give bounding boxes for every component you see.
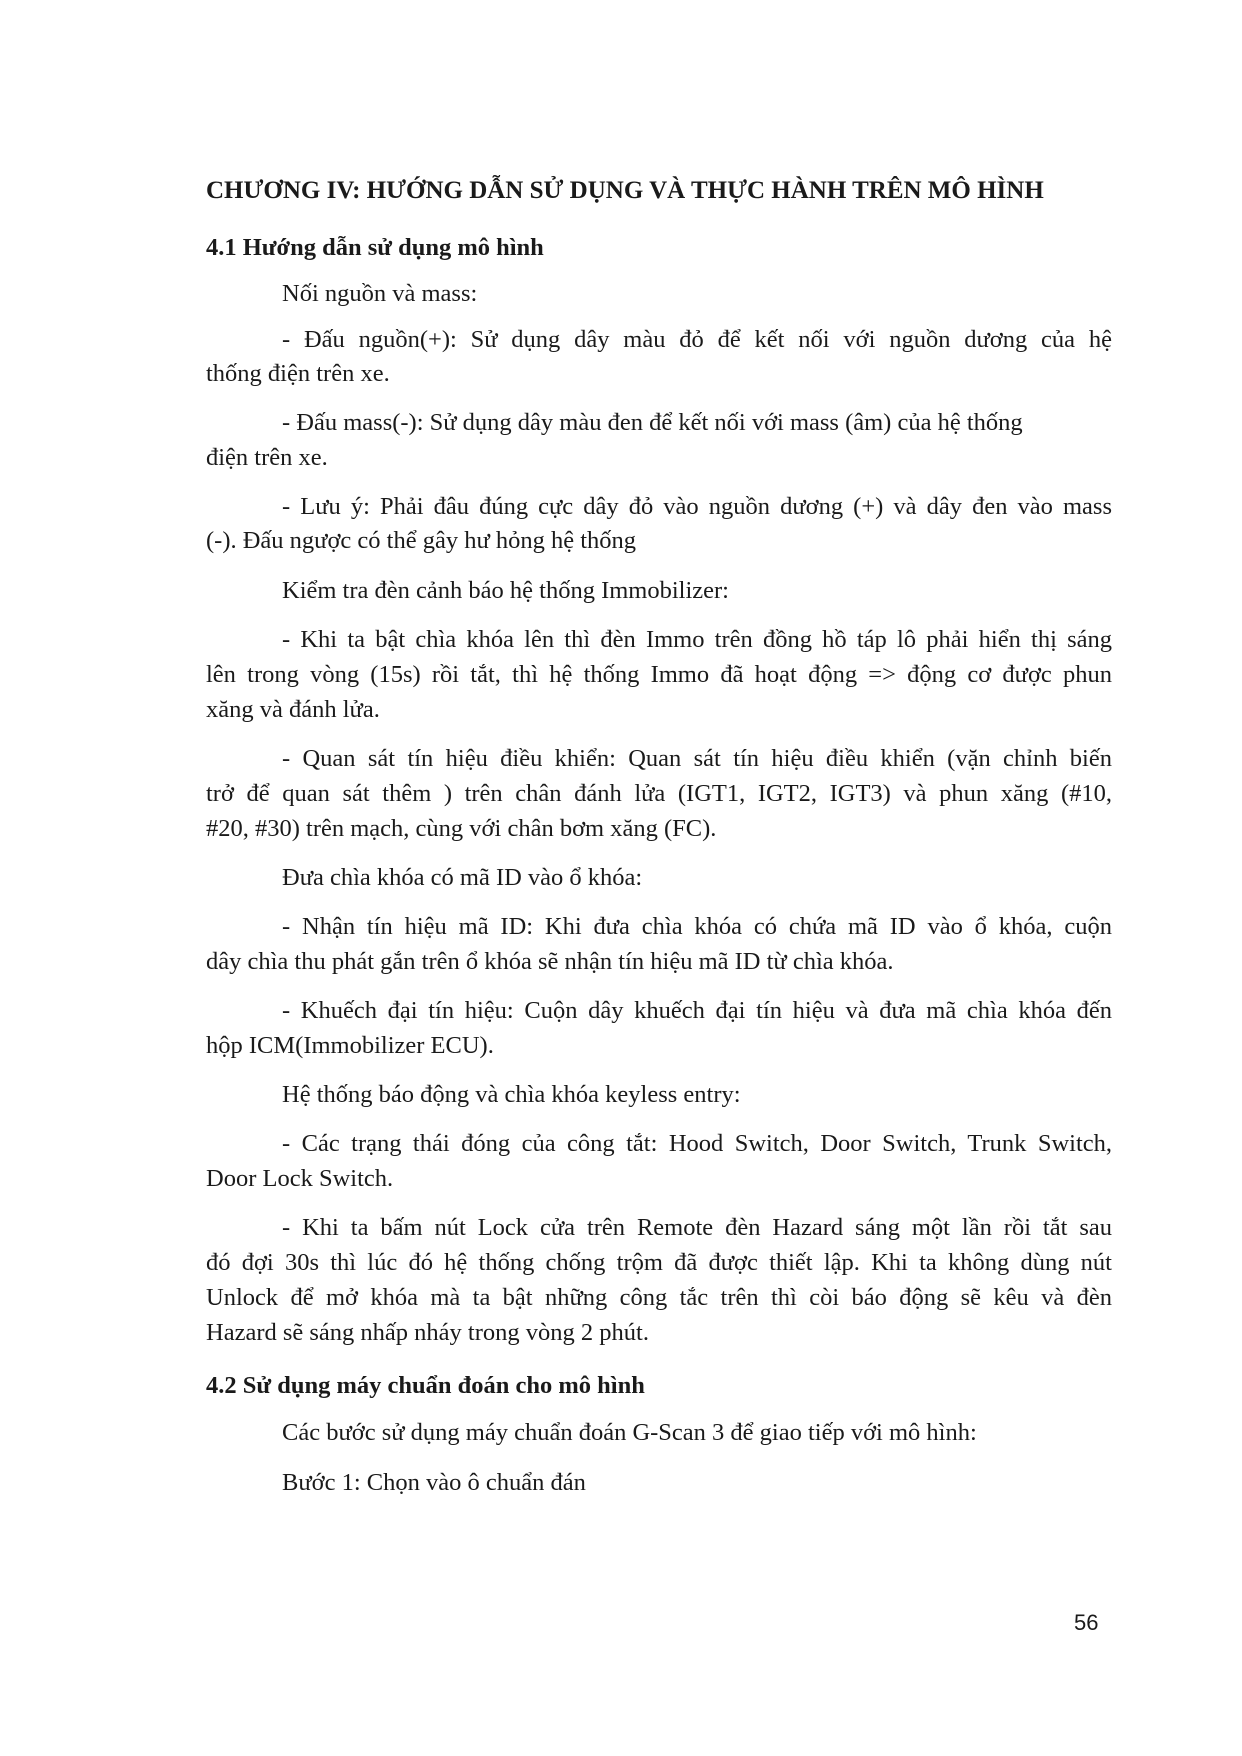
note-text-cont: (-). Đấu ngược có thể gây hư hỏng hệ thống xyxy=(206,527,637,554)
power-plus-text: - Đấu nguồn(+): Sử dụng dây màu đỏ để kết nối với nguồn dương của hệ xyxy=(282,326,1112,353)
id-receive-text-cont: dây chìa thu phát gắn trên ổ khóa sẽ nhận tín hiệu mã ID từ chìa khóa. xyxy=(206,948,894,975)
switch-text: - Các trạng thái đóng của công tắt: Hood Switch, Door Switch, Trunk Switch, xyxy=(282,1130,1112,1157)
mass-text-cont: điện trên xe. xyxy=(206,444,328,471)
immo-intro: Kiểm tra đèn cảnh báo hệ thống Immobilizer: xyxy=(282,577,729,604)
lock-text: - Khi ta bấm nút Lock cửa trên Remote đèn Hazard sáng một lần rồi tắt sau xyxy=(282,1214,1112,1241)
gscan-intro: Các bước sử dụng máy chuẩn đoán G-Scan 3 để giao tiếp với mô hình: xyxy=(282,1419,977,1446)
id-receive-text: - Nhận tín hiệu mã ID: Khi đưa chìa khóa có chứa mã ID vào ổ khóa, cuộn xyxy=(282,913,1112,940)
note-text: - Lưu ý: Phải đâu đúng cực dây đỏ vào nguồn dương (+) và dây đen vào mass xyxy=(282,493,1112,520)
page-number: 56 xyxy=(1074,1610,1099,1635)
amplify-text: - Khuếch đại tín hiệu: Cuộn dây khuếch đại tín hiệu và đưa mã chìa khóa đến xyxy=(282,997,1112,1024)
alarm-intro: Hệ thống báo động và chìa khóa keyless entry: xyxy=(282,1081,741,1108)
switch-text-cont: Door Lock Switch. xyxy=(206,1165,394,1192)
id-intro: Đưa chìa khóa có mã ID vào ổ khóa: xyxy=(282,864,643,891)
lock-text-end: Hazard sẽ sáng nhấp nháy trong vòng 2 phút. xyxy=(206,1319,649,1346)
lock-text-cont1: đó đợi 30s thì lúc đó hệ thống chống trộm đã được thiết lập. Khi ta không dùng nút xyxy=(206,1249,1112,1276)
lock-text-cont2: Unlock để mở khóa mà ta bật những công tắc trên thì còi báo động sẽ kêu và đèn xyxy=(206,1284,1112,1311)
power-plus-text-cont: thống điện trên xe. xyxy=(206,360,390,387)
immo-key-text-cont: lên trong vòng (15s) rồi tắt, thì hệ thống Immo đã hoạt động => động cơ được phun xyxy=(206,661,1112,688)
mass-text: - Đấu mass(-): Sử dụng dây màu đen để kết nối với mass (âm) của hệ thống xyxy=(282,409,1023,436)
step-1: Bước 1: Chọn vào ô chuẩn đán xyxy=(282,1469,586,1496)
immo-key-text-end: xăng và đánh lửa. xyxy=(206,696,380,723)
section-heading-4-1: 4.1 Hướng dẫn sử dụng mô hình xyxy=(206,234,544,261)
immo-key-text: - Khi ta bật chìa khóa lên thì đèn Immo trên đồng hồ táp lô phải hiển thị sáng xyxy=(282,626,1112,653)
signal-text-cont: trở để quan sát thêm ) trên chân đánh lửa (IGT1, IGT2, IGT3) và phun xăng (#10, xyxy=(206,780,1112,807)
chapter-title: CHƯƠNG IV: HƯỚNG DẪN SỬ DỤNG VÀ THỰC HÀNH TRÊN MÔ HÌNH xyxy=(206,177,1044,204)
signal-text: - Quan sát tín hiệu điều khiển: Quan sát tín hiệu điều khiển (vặn chỉnh biến xyxy=(282,745,1112,772)
power-intro: Nối nguồn và mass: xyxy=(282,280,478,307)
signal-text-end: #20, #30) trên mạch, cùng với chân bơm xăng (FC). xyxy=(206,815,717,842)
section-heading-4-2: 4.2 Sử dụng máy chuẩn đoán cho mô hình xyxy=(206,1372,645,1399)
amplify-text-cont: hộp ICM(Immobilizer ECU). xyxy=(206,1032,494,1059)
